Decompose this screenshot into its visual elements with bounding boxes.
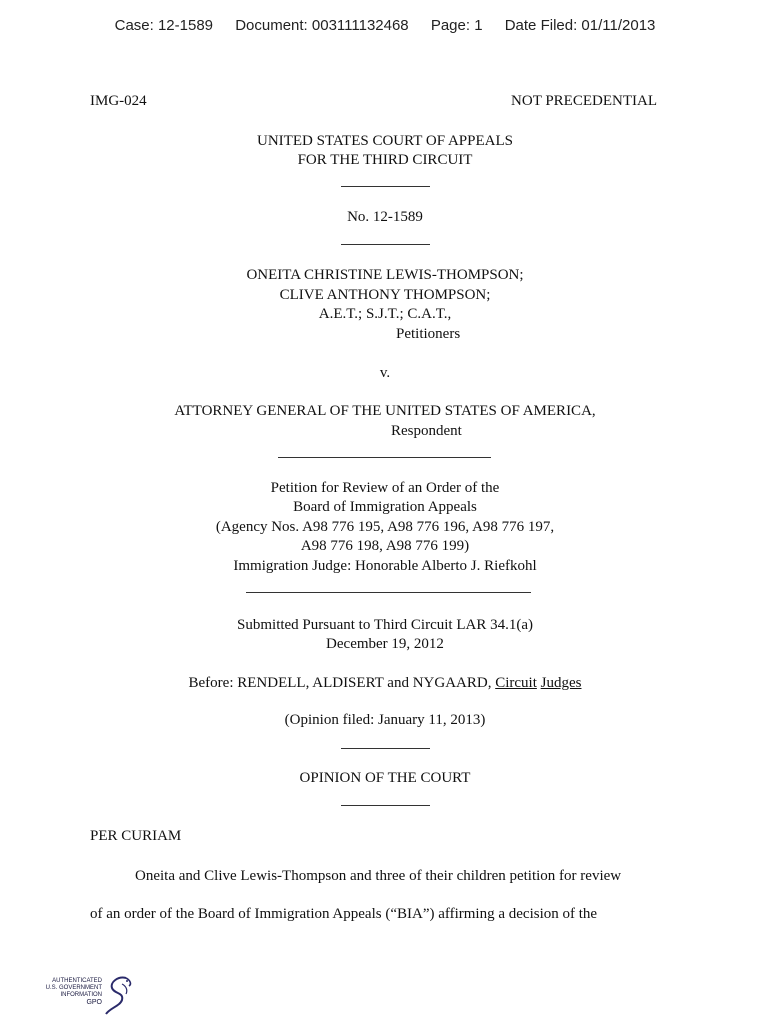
- document-number: Document: 003111132468: [235, 17, 409, 34]
- opinion-filed: (Opinion filed: January 11, 2013): [284, 712, 486, 728]
- page-number: Page: 1: [430, 17, 483, 34]
- precedential-status: NOT PRECEDENTIAL: [511, 93, 657, 109]
- per-curiam: PER CURIAM: [90, 828, 182, 844]
- panel-judges-names: Before: RENDELL, ALDISERT and NYGAARD,: [188, 675, 492, 691]
- versus: v.: [379, 365, 391, 381]
- body-paragraph-line1: Oneita and Clive Lewis-Thompson and three of their children petition for review: [135, 868, 622, 884]
- separator-rule: [341, 805, 430, 806]
- body-paragraph-line2: of an order of the Board of Immigration Appeals (“BIA”) affirming a decision of the: [90, 906, 598, 922]
- petitioners-label: Petitioners: [396, 326, 461, 342]
- seal-line4: GPO: [86, 999, 102, 1006]
- petition-line3: (Agency Nos. A98 776 195, A98 776 196, A98 776 197,: [215, 519, 555, 535]
- immigration-judge: Immigration Judge: Honorable Alberto J. Riefkohl: [233, 558, 537, 574]
- respondent-label: Respondent: [391, 423, 462, 439]
- separator-rule: [341, 748, 430, 749]
- gpo-authentication-seal: [44, 974, 134, 1018]
- judges-word: Judges: [540, 675, 582, 691]
- eagle-icon: [96, 974, 136, 1016]
- case-number-line: No. 12-1589: [347, 209, 423, 225]
- date-filed: Date Filed: 01/11/2013: [504, 17, 656, 34]
- petitioner-line3: A.E.T.; S.J.T.; C.A.T.,: [318, 306, 452, 322]
- separator-rule: [341, 186, 430, 187]
- court-name-line1: UNITED STATES COURT OF APPEALS: [257, 133, 513, 149]
- case-number: Case: 12-1589: [114, 17, 214, 34]
- submitted-line: Submitted Pursuant to Third Circuit LAR 34.1(a): [237, 617, 533, 633]
- separator-rule: [278, 457, 491, 458]
- submitted-date: December 19, 2012: [326, 636, 444, 652]
- opinion-title: OPINION OF THE COURT: [299, 770, 471, 786]
- separator-rule: [341, 244, 430, 245]
- petition-line4: A98 776 198, A98 776 199): [300, 538, 470, 554]
- petitioner-line1: ONEITA CHRISTINE LEWIS-THOMPSON;: [246, 267, 524, 283]
- panel-judges: [0, 675, 770, 692]
- filing-header: [0, 17, 770, 34]
- respondent-name: ATTORNEY GENERAL OF THE UNITED STATES OF AMERICA,: [174, 403, 596, 419]
- petitioner-line2: CLIVE ANTHONY THOMPSON;: [279, 287, 491, 303]
- circuit-word: Circuit: [495, 675, 537, 691]
- seal-line1: AUTHENTICATED: [52, 978, 102, 984]
- separator-rule: [246, 592, 531, 593]
- petition-line1: Petition for Review of an Order of the: [270, 480, 500, 496]
- petition-line2: Board of Immigration Appeals: [293, 499, 477, 515]
- seal-line3: INFORMATION: [60, 992, 102, 998]
- court-name-line2: FOR THE THIRD CIRCUIT: [297, 152, 473, 168]
- document-code: IMG-024: [90, 93, 147, 109]
- seal-line2: U.S. GOVERNMENT: [45, 985, 102, 991]
